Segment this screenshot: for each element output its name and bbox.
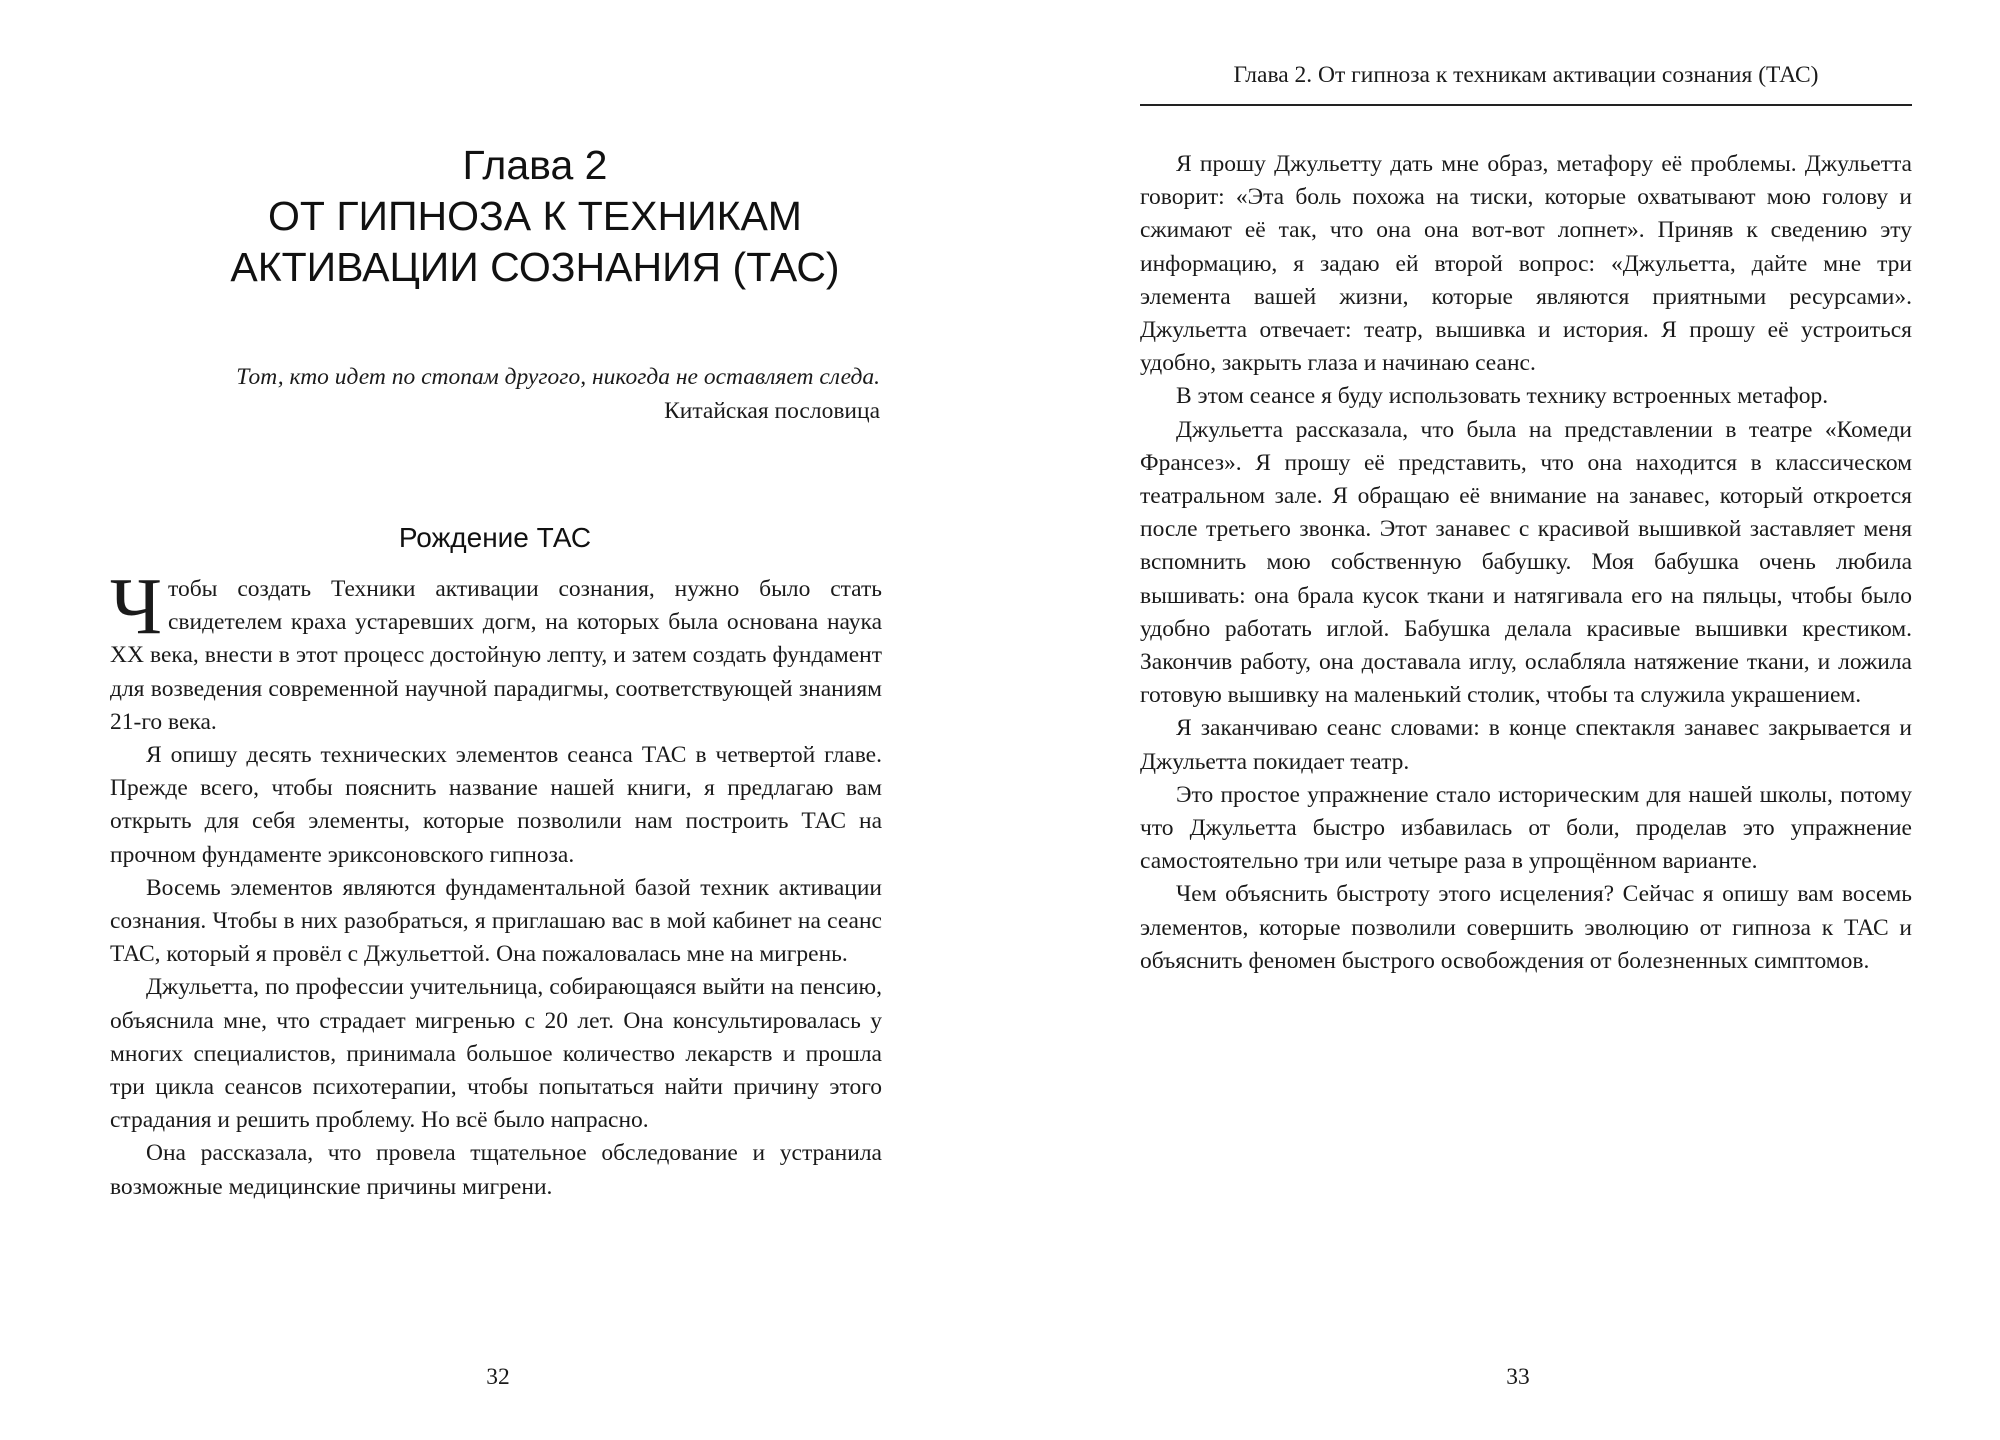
paragraph: Она рассказала, что провела тщательное обследование и устранила возможные медицинские причины мигрени. — [110, 1140, 882, 1200]
paragraph: Чем объяснить быстроту этого исцеления? Сейчас я опишу вам восемь элементов, которые позволили совершить эволюцию от гипноза к ТАС и объяснить феномен быстрого освобождения от болезненных симптомов. — [1140, 881, 1912, 974]
page-number-right: 33 — [1506, 1364, 1530, 1390]
page-number-left: 32 — [486, 1364, 510, 1390]
left-body-text — [110, 563, 882, 1204]
chapter-label: Глава 2 — [462, 142, 608, 188]
paragraph — [110, 563, 882, 739]
epigraph-quote: Тот, кто идет по стопам другого, никогда не оставляет следа. — [236, 364, 880, 390]
section-title: Рождение ТАС — [398, 522, 592, 553]
paragraph: Я опишу десять технических элементов сеанса ТАС в четвертой главе. Прежде всего, чтобы пояснить название нашей книги, я предлагаю вам открыть для себя элементы, которые позволили нам построить ТАС на прочном фундаменте эриксоновского гипноза. — [110, 742, 882, 868]
paragraph: Восемь элементов являются фундаментальной базой техник активации сознания. Чтобы в них разобраться, я приглашаю вас в мой кабинет на сеанс ТАС, который я провёл с Джульеттой. Она пожаловалась мне на мигрень. — [110, 874, 882, 968]
epigraph — [110, 360, 880, 428]
paragraph-text: тобы создать Техники активации сознания, нужно было стать свидетелем краха устаревших догм, на которых была основана наука XX века, внести в этот процесс достойную лепту, и затем создать фундамент для возведения современной научной парадигмы, соответствующей знаниям 21-го века. — [110, 576, 882, 735]
paragraph: В этом сеансе я буду использовать технику встроенных метафор. — [1176, 383, 1829, 410]
chapter-title-line-2: АКТИВАЦИИ СОЗНАНИЯ (ТАС) — [230, 244, 840, 290]
epigraph-source: Китайская пословица — [664, 398, 880, 424]
paragraph: Я прошу Джульетту дать мне образ, метафору её проблемы. Джульетта говорит: «Эта боль похожа на тиски, которые охватывают мою голову и сжимают её так, что она она вот-вот лопнет». Приняв к сведению эту информацию, я задаю ей второй вопрос: «Джульетта, дайте мне три элемента вашей жизни, которые являются приятными ресурсами». Джульетта отвечает: театр, вышивка и история. Я прошу её устроиться удобно, закрыть глаза и начинаю сеанс. — [1140, 151, 1912, 377]
paragraph: Я заканчиваю сеанс словами: в конце спектакля занавес закрывается и Джульетта покидает театр. — [1140, 715, 1912, 775]
chapter-title-line-1: ОТ ГИПНОЗА К ТЕХНИКАМ — [268, 193, 802, 239]
drop-cap: Ч — [110, 563, 162, 651]
paragraph: Джульетта, по профессии учительница, собирающаяся выйти на пенсию, объяснила мне, что страдает мигренью с 20 лет. Она консультировалась у многих специалистов, принимала большое количество лекарств и прошла три цикла сеансов психотерапии, чтобы попытаться найти причину этого страдания и решить проблему. Но всё было напрасно. — [110, 974, 882, 1134]
running-head: Глава 2. От гипноза к техникам активации сознания (ТАС) — [1233, 62, 1819, 88]
right-body-text — [1140, 148, 1912, 978]
chapter-title — [190, 140, 880, 293]
running-head-rule — [1140, 104, 1912, 106]
paragraph: Джульетта рассказала, что была на представлении в театре «Комеди Франсез». Я прошу её представить, что она находится в классическом театральном зале. Я обращаю её внимание на занавес, который откроется после третьего звонка. Этот занавес с красивой вышивкой заставляет меня вспомнить мою собственную бабушку. Моя бабушка очень любила вышивать: она брала кусок ткани и натягивала его на пяльцы, чтобы было удобно работать иглой. Бабушка делала красивые вышивки крестиком. Закончив работу, она доставала иглу, ослабляла натяжение ткани, и ложила готовую вышивку на маленький столик, чтобы та служила украшением. — [1140, 416, 1912, 709]
paragraph: Это простое упражнение стало историческим для нашей школы, потому что Джульетта быстро избавилась от боли, проделав это упражнение самостоятельно три или четыре раза в упрощённом варианте. — [1140, 781, 1912, 875]
